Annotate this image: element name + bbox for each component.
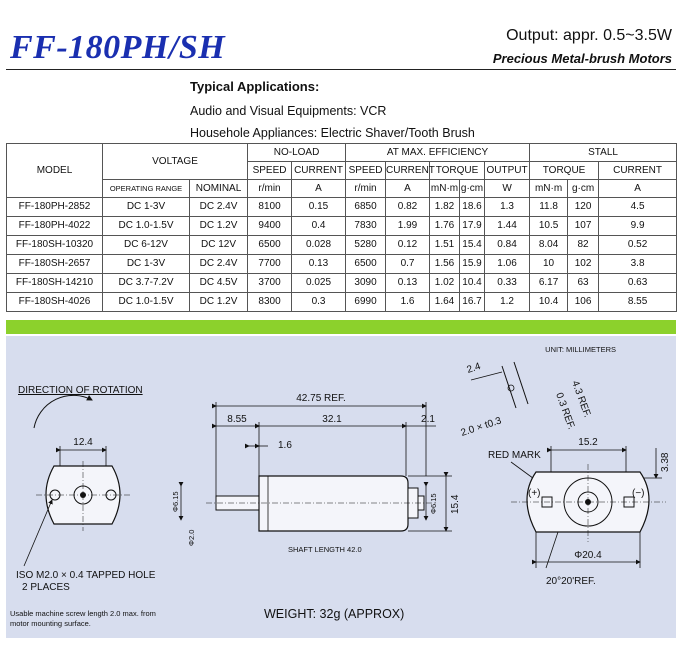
cell-me-speed: 5280 [346,236,386,255]
max-efficiency-header: AT MAX. EFFICIENCY [346,144,530,162]
cell-nominal: DC 4.5V [190,274,248,293]
cell-nl-current: 0.13 [292,255,346,274]
cell-st-torque-gcm: 107 [568,217,599,236]
cell-st-torque-gcm: 120 [568,198,599,217]
cell-me-output: 0.33 [485,274,530,293]
dim-0-3: 0.3 REF. [553,391,577,432]
cell-nominal: DC 12V [190,236,248,255]
cell-me-torque-mnm: 1.02 [430,274,460,293]
cell-me-torque-mnm: 1.51 [430,236,460,255]
no-load-header: NO-LOAD [248,144,346,162]
cell-range: DC 6-12V [103,236,190,255]
unit-cell: A [386,180,430,198]
rotation-arrow-icon [34,395,92,428]
cell-st-torque-gcm: 82 [568,236,599,255]
cell-me-torque-gcm: 18.6 [460,198,485,217]
cell-me-torque-mnm: 1.82 [430,198,460,217]
cell-me-torque-mnm: 1.56 [430,255,460,274]
cell-me-torque-gcm: 10.4 [460,274,485,293]
current-header: CURRENT [386,162,430,180]
cell-nl-current: 0.15 [292,198,346,217]
cell-me-torque-gcm: 17.9 [460,217,485,236]
header-row [7,144,677,162]
cell-st-torque-mnm: 8.04 [530,236,568,255]
cell-me-torque-mnm: 1.64 [430,293,460,312]
cell-nominal: DC 2.4V [190,255,248,274]
dim-12-4: 12.4 [73,437,93,448]
dim-42-75: 42.75 REF. [296,393,346,404]
cell-nominal: DC 1.2V [190,217,248,236]
unit-cell: g·cm [460,180,485,198]
cell-st-current: 9.9 [599,217,677,236]
voltage-header: VOLTAGE [103,144,248,180]
table-row [7,274,677,293]
dim-15-2: 15.2 [578,437,598,448]
cell-me-current: 1.6 [386,293,430,312]
cell-nl-speed: 7700 [248,255,292,274]
cell-me-speed: 7830 [346,217,386,236]
model-header: MODEL [7,144,103,198]
unit-cell: A [599,180,677,198]
cell-model: FF-180SH-14210 [7,274,103,293]
cell-st-torque-mnm: 11.8 [530,198,568,217]
cell-nl-current: 0.028 [292,236,346,255]
dim-1-6: 1.6 [278,440,292,451]
unit-cell: r/min [248,180,292,198]
cell-range: DC 1-3V [103,255,190,274]
unit-cell: A [292,180,346,198]
cell-st-current: 8.55 [599,293,677,312]
motor-body [259,476,408,531]
unit-cell: mN·m [530,180,568,198]
cell-nl-speed: 3700 [248,274,292,293]
applications-heading: Typical Applications: [190,79,320,94]
operating-range-header: OPERATING RANGE [103,180,190,198]
cell-me-torque-gcm: 16.7 [460,293,485,312]
cell-model: FF-180SH-2657 [7,255,103,274]
cell-st-current: 0.52 [599,236,677,255]
cell-model: FF-180PH-2852 [7,198,103,217]
cell-me-speed: 6990 [346,293,386,312]
dim-phi-6-15-left: Φ6.15 [171,491,180,512]
unit-row [7,180,677,198]
dim-32-1: 32.1 [322,414,342,425]
cell-st-torque-gcm: 63 [568,274,599,293]
cell-range: DC 1.0-1.5V [103,217,190,236]
cell-nl-current: 0.3 [292,293,346,312]
cell-nl-speed: 8300 [248,293,292,312]
dim-phi-20-4: Φ20.4 [574,550,602,561]
dim-phi-2-0: Φ2.0 [187,529,196,546]
cell-range: DC 3.7-7.2V [103,274,190,293]
cell-st-current: 0.63 [599,274,677,293]
torque-header: TORQUE [430,162,485,180]
drawing-svg [6,336,676,638]
cell-me-output: 1.2 [485,293,530,312]
cell-me-speed: 6850 [346,198,386,217]
table-row [7,198,677,217]
cell-nominal: DC 2.4V [190,198,248,217]
dim-phi-6-15-right: Φ6.15 [429,493,438,514]
dim-8-55: 8.55 [227,414,247,425]
application-line: Househole Appliances: Electric Shaver/Tooth Brush [190,126,475,140]
cell-st-torque-gcm: 102 [568,255,599,274]
cell-me-current: 0.13 [386,274,430,293]
speed-header: SPEED [248,162,292,180]
cell-model: FF-180PH-4022 [7,217,103,236]
cell-nl-speed: 6500 [248,236,292,255]
stall-header: STALL [530,144,677,162]
cell-range: DC 1.0-1.5V [103,293,190,312]
table-row [7,217,677,236]
unit-cell: g·cm [568,180,599,198]
current-header: CURRENT [599,162,677,180]
dim-4-3: 4.3 REF. [569,379,593,420]
terminal-detail-line [514,362,528,404]
cell-model: FF-180SH-10320 [7,236,103,255]
dim-3-38: 3.38 [660,452,671,472]
cell-model: FF-180SH-4026 [7,293,103,312]
cell-st-torque-mnm: 10.4 [530,293,568,312]
cell-nl-current: 0.4 [292,217,346,236]
minus-terminal-label: (−) [632,488,645,499]
cell-range: DC 1-3V [103,198,190,217]
cell-st-current: 3.8 [599,255,677,274]
current-header: CURRENT [292,162,346,180]
cell-me-speed: 3090 [346,274,386,293]
cell-me-output: 1.06 [485,255,530,274]
cell-me-current: 0.82 [386,198,430,217]
unit-cell: mN·m [430,180,460,198]
cell-me-torque-gcm: 15.4 [460,236,485,255]
cell-me-current: 0.7 [386,255,430,274]
cell-nominal: DC 1.2V [190,293,248,312]
section-divider-bar [6,320,676,334]
cell-me-output: 1.3 [485,198,530,217]
cell-st-torque-mnm: 10.5 [530,217,568,236]
unit-cell: W [485,180,530,198]
table-row [7,293,677,312]
torque-header: TORQUE [530,162,599,180]
leader-line [24,500,52,566]
cell-me-current: 1.99 [386,217,430,236]
red-mark-label: RED MARK [488,450,541,461]
cell-nl-current: 0.025 [292,274,346,293]
cell-st-torque-mnm: 6.17 [530,274,568,293]
cell-me-output: 0.84 [485,236,530,255]
speed-header: SPEED [346,162,386,180]
weight-label: WEIGHT: 32g (APPROX) [264,607,405,621]
cell-nl-speed: 8100 [248,198,292,217]
dim-2-4: 2.4 [465,361,483,376]
cell-me-torque-gcm: 15.9 [460,255,485,274]
direction-label: DIRECTION OF ROTATION [18,385,143,396]
cell-st-torque-mnm: 10 [530,255,568,274]
cell-st-current: 4.5 [599,198,677,217]
shaft-length: SHAFT LENGTH 42.0 [288,545,362,554]
cell-me-current: 0.12 [386,236,430,255]
cell-me-output: 1.44 [485,217,530,236]
application-line: Audio and Visual Equipments: VCR [190,104,387,118]
angle-leader-line [546,532,558,568]
cell-st-torque-gcm: 106 [568,293,599,312]
dim-2-0-x-0-3: 2.0 × t0.3 [459,415,503,439]
product-title: FF-180PH/SH [10,29,226,66]
usable-note: Usable machine screw length 2.0 max. from [10,609,156,618]
tapped-hole-label: ISO M2.0 × 0.4 TAPPED HOLE [16,570,156,581]
unit-label: UNIT: MILLIMETERS [545,345,616,354]
table-row [7,236,677,255]
dim-15-4-side: 15.4 [450,494,461,514]
plus-terminal-label: (+) [528,488,541,499]
cell-me-torque-mnm: 1.76 [430,217,460,236]
dimension-drawing [6,336,676,638]
product-subtitle: Precious Metal-brush Motors [492,51,672,66]
header-divider [6,69,676,70]
cell-me-speed: 6500 [346,255,386,274]
usable-note: motor mounting surface. [10,619,91,628]
nominal-header: NOMINAL [190,180,248,198]
unit-cell: r/min [346,180,386,198]
table-row [7,255,677,274]
output-header: OUTPUT [485,162,530,180]
output-range: Output: appr. 0.5~3.5W [506,27,672,44]
tapped-hole-count: 2 PLACES [22,582,70,593]
spec-table [6,143,677,312]
cell-nl-speed: 9400 [248,217,292,236]
dim-20-20-ref: 20°20'REF. [546,576,596,587]
dim-2-1: 2.1 [421,414,435,425]
